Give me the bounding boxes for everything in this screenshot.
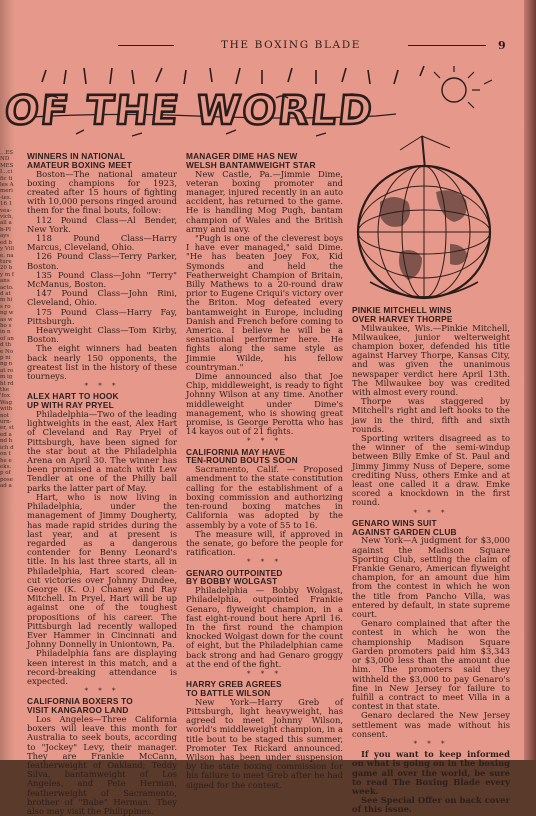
section-divider: * * * [247, 558, 282, 567]
article-paragraph: Philadelphia — Bobby Wolgast, Philadelphia, outpointed Frankie Genaro, flyweight champion, in a fast eight-round bout here April 16. In the first round the champion knocked Wolgast down for the count of eight, but the Philadelphian came back strong and had Genaro groggy at the end of the fight. [186, 585, 343, 669]
article-headline: ALEX HART TO HOOK UP WITH RAY PRYEL [27, 391, 119, 411]
article-headline: HARRY GREB AGREES TO BATTLE WILSON [186, 679, 282, 698]
promo-paragraph: See Special Offer on back cover of this issue. [352, 795, 510, 815]
article-paragraph: 135 Pound Class—John "Terry" McManus, Boston. [27, 269, 177, 290]
column-middle [186, 152, 343, 790]
article-paragraph: Genaro complained that after the contest in which he won the championship Madison Square Garden promoters paid him $3,343 or $3,000 less than the amount due him. The promoters said they withheld the $3,000 to pay Genaro's fine in New Jersey for failure to fulfill a contract to meet Villa in a contest in that state. [352, 618, 510, 712]
article-paragraph: 126 Pound Class—Terry Parker, Boston. [27, 251, 177, 271]
banner-title: OF THE WORLD [2, 88, 377, 134]
article-paragraph: New York—Harry Greb of Pittsburgh, light heavyweight, has agreed to meet Johnny Wilson, world's middleweight champion, in a title bout to be staged this summer, Promoter Tex Rickard announced. Wilson has been under suspension by the state boxing commission for his failure to meet Greb after he had signed for the contest. [186, 696, 343, 790]
article-paragraph: Heavyweight Class—Tom Kirby, Boston. [27, 325, 177, 345]
adjacent-page-text: ...ES ND MESI...cific tiles Ameri-ies. 16 1 vea-vich, all ab-Plays ed by Ville. nature 20 by m fans acto. d at m his rong was who s in n of and the Nop ning n at rom ight rd the 'fox Wag with not urn- er, sted and hich d on the eeks. p of pose ad a [0, 150, 15, 490]
section-divider: * * * [247, 437, 282, 446]
article-paragraph: Boston—The national amateur boxing champions for 1923, created after 15 hours of fighting with 10,000 persons ringed around them for the final bouts, follow: [27, 168, 177, 216]
article-headline: WINNERS IN NATIONAL AMATEUR BOXING MEET [27, 151, 133, 170]
section-divider: * * * [84, 382, 120, 391]
article-paragraph: Dime announced also that Joe Chip, middleweight, is ready to fight Johnny Wilson at any time. Another middleweight under Dime's management, who is showing great promise, is George Perotta who has 14 kayos out of 21 fights. [186, 371, 343, 437]
article-paragraph: Hart, who is now living in Philadelphia, under the management of Jimmy Dougherty, has made rapid strides during the last year, and at present is regarded as a dangerous contender for Benny Leonard's title. In his last three starts, all in Philadelphia, Hart scored clean-cut victories over Johnny Dundee, George (K. O.) Chaney and Ray Mitchell. In Pryel, Hart will be up against one of the toughest propositions of his career. The Pittsburgh lad recently walloped Ever Hammer in Cincinnati and Johnny Donnelly in Uniontown, Pa. [27, 491, 177, 650]
article-paragraph: 118 Pound Class—Harry Marcus, Cleveland, Ohio. [27, 233, 177, 253]
article-headline: CALIFORNIA MAY HAVE TEN-ROUND BOUTS SOON [186, 446, 298, 466]
article-paragraph: Milwaukee, Wis.—Pinkie Mitchell, Milwaukee, junior welterweight champion boxer, defended his title against Harvey Thorpe, Kansas City, and was given the unanimous newspaper verdict here April 13th. The Milwaukee boy was credited with almost every round. [352, 322, 510, 398]
article-paragraph: New York—A judgment for $3,000 against the Madison Square Sporting Club, settling the claim of Frankie Genaro, American flyweight champion, for an amount due him from the contest in which he won the title from Pancho Villa, was entered by default, in state supreme court. [352, 535, 510, 620]
section-divider: * * * [247, 669, 282, 678]
article-paragraph: New Castle, Pa.—Jimmie Dime, veteran boxing promoter and manager, injured recently in an auto accident, has returned to the game. He is handling Mog Pugh, bantam champion of Wales and the British army and navy. [186, 168, 343, 234]
column-right [352, 306, 510, 815]
globe-illustration [340, 132, 516, 304]
article-paragraph: Thorpe was staggered by Mitchell's right and left hooks to the jaw in the third, fifth and sixth rounds. [352, 396, 510, 434]
article-paragraph: 175 Pound Class—Harry Fay, Pittsburgh. [27, 306, 177, 326]
article-headline: GENARO WINS SUIT AGAINST GARDEN CLUB [352, 517, 457, 537]
article-paragraph: The measure will, if approved in the senate, go before the people for ratification. [186, 528, 343, 558]
article-paragraph: Los Angeles—Three California boxers will leave this month for Australia to seek bouts, according to "Jockey" Levy, their manager. They are Frankie McCann, featherweight of Oakland; Teddy Silva, bantamweight of Los Angeles, and Pete Herman, featherweight of Sacramento, brother of "Babe" Herman. They also may visit the Philippines. [27, 713, 177, 816]
article-headline: PINKIE MITCHELL WINS OVER HARVEY THORPE [352, 305, 453, 324]
article-headline: MANAGER DIME HAS NEW WELSH BANTAMWEIGHT STAR [186, 151, 316, 170]
article-paragraph: Genaro declared the New Jersey settlement was made without his consent. [352, 710, 510, 739]
section-divider: * * * [413, 739, 449, 748]
article-headline: CALIFORNIA BOXERS TO VISIT KANGAROO LAND [27, 696, 133, 716]
article-headline: GENARO OUTPOINTED BY BOBBY WOLGAST [186, 567, 283, 587]
column-left [27, 152, 177, 816]
article-paragraph: Sporting writers disagreed as to the winner of the semi-windup between Billy Emke of St. Paul and Jimmy Jimmy Nuss of Depere, some crediting Nuss, others Emke and at least one called it a draw. Emke scored a knockdown in the first round. [352, 433, 510, 508]
page-number: 9 [498, 39, 506, 52]
article-paragraph: Sacramento, Calif. — Proposed amendment to the state constitution calling for the establishment of a boxing commission and authorizing ten-round boxing matches in California was adopted by the assembly by a vote of 55 to 16. [186, 464, 343, 530]
sun-icon [442, 78, 466, 102]
article-paragraph: 147 Pound Class—John Rini, Cleveland, Ohio. [27, 288, 177, 308]
section-divider: * * * [84, 687, 120, 696]
promo-paragraph: If you want to keep informed on what is going on in the boxing game all over the world, be sure to read The Boxing Blade every week. [352, 749, 510, 796]
article-paragraph: The eight winners had beaten back nearly 150 opponents, the greatest list in the history of these tourneys. [27, 343, 177, 382]
article-paragraph: Philadelphia fans are displaying keen interest in this match, and a record-breaking attendance is expected. [27, 648, 177, 686]
running-header: THE BOXING BLADE [221, 39, 361, 51]
section-divider: * * * [413, 508, 449, 517]
sun-rays [42, 66, 424, 84]
header-rule-right [408, 45, 486, 46]
article-paragraph: "Pugh is one of the cleverest boys I have ever managed," said Dime. "He has beaten Joey Fox, Kid Symonds and held the Featherweight Champion of Britain, Billy Mathews to a 20-round draw prior to Eugene Criqui's victory over the Briton. Mog defeated every bantamweight in Europe, including Danish and French before coming to America. I believe he will be a sensational performer here. He fights along the same style as Jimmie Wilde, his fellow countryman." [186, 233, 343, 372]
article-paragraph: 112 Pound Class—Al Bender, New York. [27, 214, 177, 234]
article-paragraph: Philadelphia—Two of the leading lightweights in the east, Alex Hart of Cleveland and Ray Pryel of Pittsburgh, have been signed for the star bout at the Philadelphia Arena on April 30. The winner has been promised a match with Lew Tendler at one of the Philly ball parks the latter part of May. [27, 409, 177, 493]
